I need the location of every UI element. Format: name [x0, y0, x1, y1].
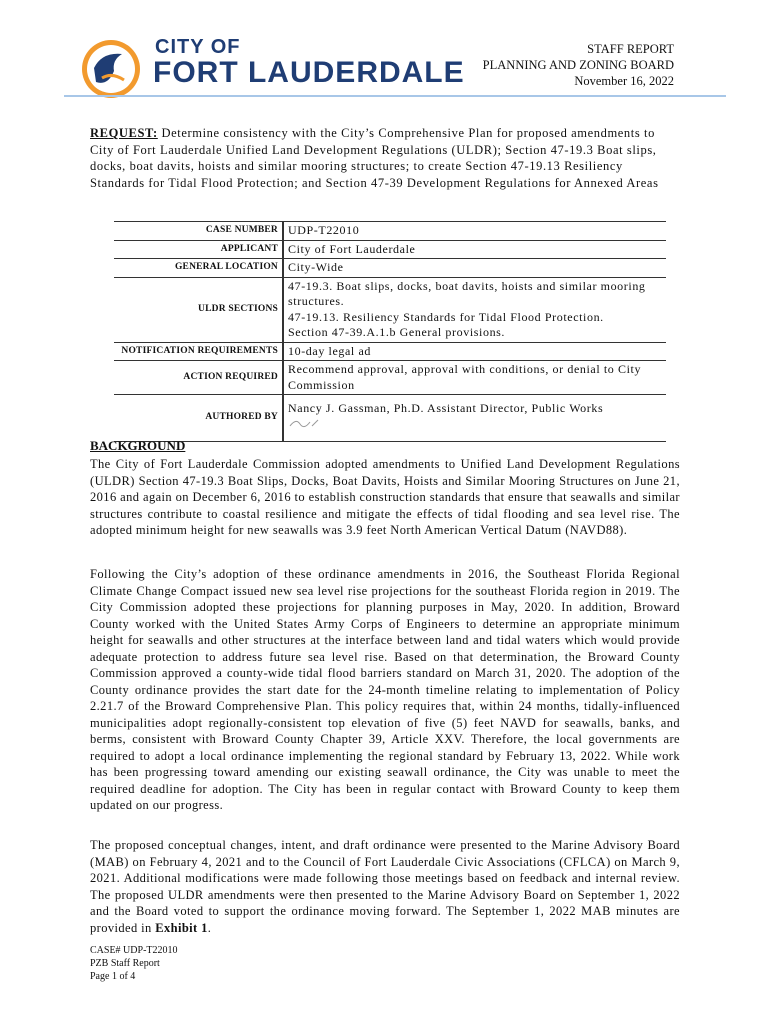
uldr-section-2: 47-19.13. Resiliency Standards for Tidal Flood Protection. [288, 309, 604, 324]
authored-label: AUTHORED BY [114, 395, 283, 442]
author-signature [288, 416, 662, 436]
location-value: City-Wide [283, 259, 666, 278]
exhibit-reference: Exhibit 1 [155, 920, 208, 935]
action-value: Recommend approval, approval with conditions, or denial to City Commission [283, 361, 666, 395]
case-info-table [114, 221, 666, 442]
report-type: STAFF REPORT [587, 42, 674, 56]
table-row [114, 361, 666, 395]
notification-label: NOTIFICATION REQUIREMENTS [114, 342, 283, 361]
background-paragraph-1: The City of Fort Lauderdale Commission adopted amendments to Unified Land Development Regulations (ULDR) Section 47-19.3 Boat Slips, Docks, Boat Davits, Hoists and Similar Mooring Structures on June 21, 2016 and again on December 6, 2016 to establish construction standards that ensure that seawalls and similar structures contribute to coastal resilience and mitigate the effects of tidal flooding and sea level rise. The adopted minimum height for new seawalls was 3.9 feet North American Vertical Datum (NAVD88). [90, 457, 680, 537]
city-seal-logo [78, 38, 148, 100]
uldr-section-1: 47-19.3. Boat slips, docks, boat davits, hoists and similar mooring structures. [288, 278, 646, 308]
uldr-sections-label: ULDR SECTIONS [114, 277, 283, 342]
signature-mark [288, 416, 328, 430]
location-label: GENERAL LOCATION [114, 259, 283, 278]
request-text: Determine consistency with the City’s Comprehensive Plan for proposed amendments to City of Fort Lauderdale Unified Land Development Regulations (ULDR); Section 47-19.3 Boat slips, docks, boat davits, hoists and similar mooring structures; to create Section 47-19.13 Resiliency Standards for Tidal Flood Protection; and Section 47-39 Development Regulations for Annexed Areas [90, 126, 659, 190]
report-header [483, 41, 674, 89]
background-paragraph-2: Following the City’s adoption of these ordinance amendments in 2016, the Southeast Florida Regional Climate Change Compact issued new sea level rise projections for the southeast Florida region in 2019. The City Commission adopted these projections for planning purposes in May, 2020. In addition, Broward County worked with the United States Army Corps of Engineers to determine an appropriate minimum height for seawalls and other structures at the interface between land and tidal waters which would provide adequate protection to address future sea level rise. Based on that determination, the Broward County Commission approved a county-wide tidal flood barriers standard on March 31, 2020. The adoption of the County ordinance provides the start date for the 24-month timeline relating to implementation of Policy 2.21.7 of the Broward Comprehensive Plan. This policy requires that, within 24 months, tidally-influenced municipalities adopt regionally-consistent top elevation of five (5) feet NAVD for seawalls, banks, and berms, consistent with Broward County Chapter 39, Article XXV. Therefore, the local governments are required to adopt a local ordinance implementing the regional standard by February 13, 2022. While work has been progressing toward amending our existing seawall ordinance, the City was unable to meet the required deadline for adoption. The City has been in regular contact with Broward County to keep them updated on our progress. [90, 567, 680, 812]
table-row [114, 222, 666, 241]
logo-city-of: CITY OF [155, 36, 241, 58]
uldr-sections-value [283, 277, 666, 342]
background-paragraph-3 [90, 837, 680, 936]
uldr-section-3: Section 47-39.A.1.b General provisions. [288, 325, 506, 339]
footer-report-name: PZB Staff Report [90, 958, 160, 969]
table-row [114, 259, 666, 278]
case-number-value: UDP-T22010 [283, 222, 666, 241]
board-name: PLANNING AND ZONING BOARD [482, 58, 674, 72]
table-row [114, 395, 666, 442]
case-number-label: CASE NUMBER [114, 222, 283, 241]
action-label: ACTION REQUIRED [114, 361, 283, 395]
author-name: Nancy J. Gassman, Ph.D. Assistant Director, Public Works [288, 400, 604, 415]
paragraph-3-end: . [207, 920, 212, 935]
footer-page-number: Page 1 of 4 [90, 971, 136, 982]
request-label: REQUEST: [90, 126, 158, 140]
notification-value: 10-day legal ad [283, 342, 666, 361]
background-heading: BACKGROUND [90, 438, 186, 453]
paragraph-3-text: The proposed conceptual changes, intent, and draft ordinance were presented to the Marine Advisory Board (MAB) on February 4, 2021 and to the Council of Fort Lauderdale Civic Associations (CFLCA) on March 9, 2021. Additional modifications were made following those meetings based on feedback and internal review. The proposed ULDR amendments were then presented to the Marine Advisory Board on September 1, 2022 and the Board voted to support the ordinance moving forward. The September 1, 2022 MAB minutes are provided in [90, 838, 680, 935]
applicant-label: APPLICANT [114, 240, 283, 259]
footer-case-number: CASE# UDP-T22010 [90, 945, 178, 956]
request-paragraph [90, 125, 680, 191]
report-date: November 16, 2022 [574, 74, 674, 88]
table-row [114, 342, 666, 361]
applicant-value: City of Fort Lauderdale [283, 240, 666, 259]
header-divider [64, 95, 726, 97]
authored-value [283, 395, 666, 442]
table-row [114, 240, 666, 259]
table-row [114, 277, 666, 342]
page-footer [90, 944, 178, 983]
logo-fort-lauderdale: FORT LAUDERDALE [153, 56, 465, 89]
